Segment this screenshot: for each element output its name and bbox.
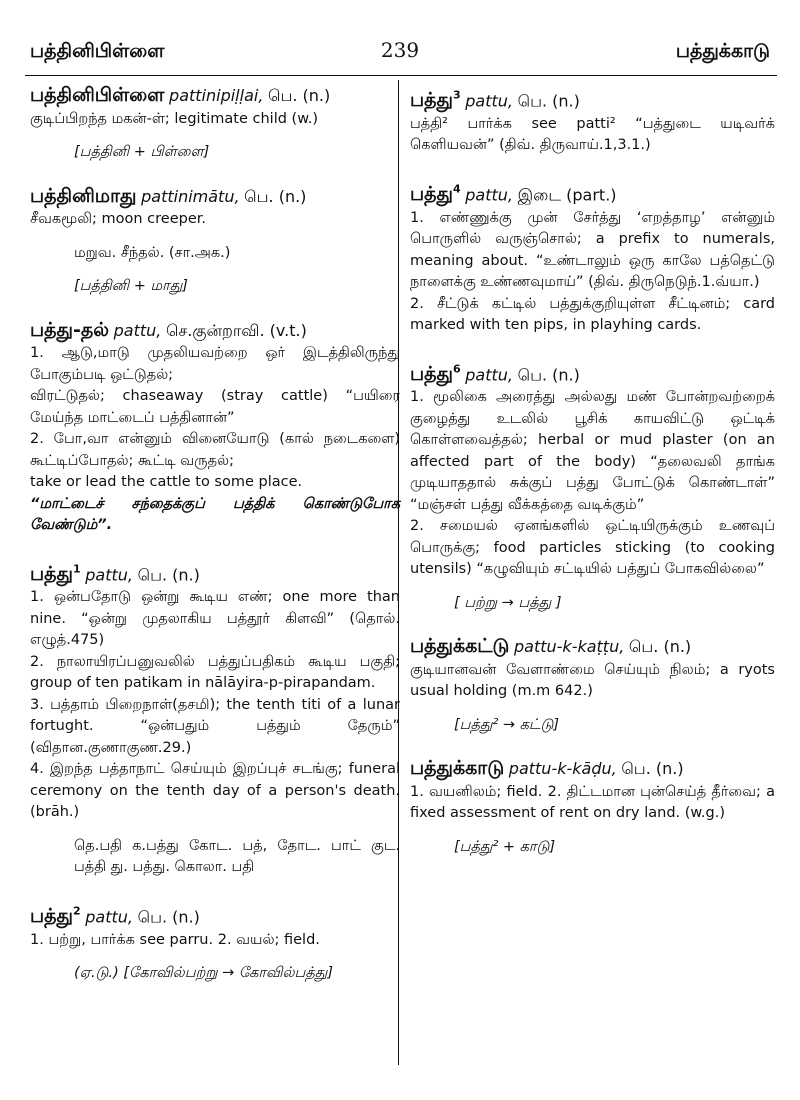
definition-line: 2. சீட்டுக் கட்டில் பத்துக்குறியுள்ள சீட்டினம்; card marked with ten pips, in playhing cards.: [410, 295, 775, 334]
headword: பத்தினிபிள்ளை: [30, 84, 165, 106]
usage-quote: “மாட்டைச் சந்தைக்குப் பத்திக் கொண்டுபோக வேண்டும்”.: [30, 495, 400, 533]
transliteration: pattu,: [465, 91, 513, 111]
definition-line: 3. பத்தாம் பிறைநாள்(தசமி); the tenth titi of a lunar fortught. “ஒன்பதும் பத்தும் தேரும்” (விதான.குணாகுண.29.): [30, 696, 400, 756]
dictionary-entry: [30, 186, 400, 298]
headword: பத்து$^4$: [410, 182, 461, 206]
part-of-speech: பெ. (n.): [628, 637, 692, 657]
part-of-speech: பெ. (n.): [137, 907, 200, 927]
etymology: [பத்தினி + பிள்ளை]: [74, 144, 210, 160]
running-head-left: பத்தினிபிள்ளை: [30, 40, 165, 62]
part-of-speech: செ.குன்றாவி. (v.t.): [165, 320, 307, 340]
definition-line: 4. இறந்த பத்தாநாட் செய்யும் இறப்புச் சடங்கு; funeral ceremony on the tenth day of a person's death. (brāh.): [30, 761, 400, 821]
dictionary-entry: [30, 85, 400, 164]
headword: பத்து-தல்: [30, 318, 110, 341]
part-of-speech: பெ. (n.): [621, 759, 684, 779]
transliteration: pattu-k-kāḍu,: [508, 759, 617, 779]
part-of-speech: பெ. (n.): [268, 86, 331, 105]
part-of-speech: பெ. (n.): [517, 364, 580, 384]
definition-line: 1. மூலிகை அரைத்து அல்லது மண் போன்றவற்றைக் குழைத்து உடலில் பூசிக் காயவிட்டு ஒட்டிக் கொள்ளவைத்தல்; herbal or mud plaster (on an affected part of the body) “தலைவலி தாங்க முடியாததால் சுக்குப் பத்து போட்டுக் கொண்டாள்” “மஞ்சள் பத்து வீக்கத்தை வடிக்கும்”: [410, 389, 775, 513]
definition-line: 2. சமையல் ஏனங்களில் ஒட்டியிருக்கும் உணவுப் பொருக்கு; food particles sticking (to cooking utensils) “கழுவியும் சட்டியில் பத்துப் போகவில்லை”: [410, 518, 775, 578]
etymology: [பத்து² → கட்டு]: [454, 716, 560, 733]
headword: பத்து$^3$: [410, 89, 461, 112]
definition-line: 1. ஒன்பதோடு ஒன்று கூடிய எண்; one more than nine. “ஒன்று முதலாகிய பத்தூர் கிளவி” (தொல். எழுத்.475): [30, 589, 400, 649]
part-of-speech: பெ. (n.): [244, 186, 307, 206]
headword: பத்துக்கட்டு: [410, 635, 510, 658]
homonym-number: 3: [453, 89, 461, 102]
homonym-number: 2: [73, 904, 81, 918]
part-of-speech: பெ. (n.): [137, 564, 200, 584]
definition-line: 2. போ,வா என்னும் வினையோடு (கால் நடைகளை) கூட்டிப்போதல்; கூட்டி வருதல்;: [30, 431, 400, 469]
etymology: (ஏ.டு.) [கோவில்பற்று → கோவில்பத்து]: [74, 965, 333, 982]
definition-line: 2. நாலாயிரப்பனுவலில் பத்துப்பதிகம் கூடிய பகுதி; group of ten patikam in nālāyira-p-pirapandam.: [30, 653, 400, 692]
transliteration: pattu-k-kaṭṭu,: [514, 637, 625, 657]
definition: சீவகமூலி; moon creeper.: [30, 211, 206, 227]
homonym-number: 4: [453, 182, 461, 196]
etymology: [ பற்று → பத்து ]: [454, 594, 562, 611]
transliteration: pattu,: [85, 907, 133, 927]
synonym-note: மறுவ. சீந்தல். (சா.அக.): [74, 244, 231, 261]
definition: 1. வயனிலம்; field. 2. திட்டமான புன்செய்த் தீர்வை; a fixed assessment of rent on dry land. (w.g.): [410, 783, 775, 822]
cognates: தெ.பதி க.பத்து கோட. பத், தோட. பாட் குட. பத்தி து. பத்து. கொலா. பதி: [74, 837, 400, 876]
headword: பத்துக்காடு: [410, 757, 505, 780]
dictionary-entry: [30, 320, 400, 537]
definition: குடியானவன் வேளாண்மை செய்யும் நிலம்; a ryots usual holding (m.m 642.): [410, 661, 775, 700]
transliteration: pattu,: [113, 320, 162, 340]
part-of-speech: பெ. (n.): [517, 91, 580, 111]
transliteration: pattinipiḷḷai,: [169, 86, 264, 105]
transliteration: pattu,: [465, 185, 513, 205]
dictionary-entry: [410, 636, 775, 736]
etymology: [பத்தினி + மாது]: [74, 278, 188, 294]
right-column: [410, 85, 775, 880]
dictionary-entry: [30, 901, 400, 985]
definition: குடிப்பிறந்த மகன்-ள்; legitimate child (w.): [30, 110, 319, 127]
etymology: [பத்து² + காடு]: [454, 838, 556, 855]
headword: பத்து$^1$: [30, 562, 81, 585]
dictionary-entry: [410, 179, 775, 337]
dictionary-entry: [410, 758, 775, 858]
header-rule: [25, 75, 777, 76]
left-column: [30, 85, 400, 1007]
definition: 1. பற்று, பார்க்க see parru. 2. வயல்; field.: [30, 931, 320, 948]
headword: பத்து$^6$: [410, 362, 461, 385]
headword: பத்து$^2$: [30, 904, 81, 928]
dictionary-entry: [410, 85, 775, 157]
dictionary-entry: [30, 559, 400, 879]
transliteration: pattu,: [465, 364, 513, 384]
headword: பத்தினிமாது: [30, 184, 137, 207]
running-head-right: பத்துக்காடு: [675, 40, 770, 62]
definition-line: விரட்டுதல்; chaseaway (stray cattle) “பயிரை மேய்ந்த மாட்டைப் பத்தினான்”: [30, 388, 400, 426]
definition-line: take or lead the cattle to some place.: [30, 474, 303, 490]
dictionary-entry: [410, 359, 775, 615]
page-number: 239: [380, 38, 420, 62]
definition-line: 1. எண்ணுக்கு முன் சேர்த்து ‘எறத்தாழ’ என்னும் பொருளில் வருஞ்சொல்; a prefix to numerals, meaning about. “உண்டாலும் ஒரு காலே பத்தெட்டு நாளைக்கு உண்ணவுமாய்” (திவ். திருநெடுந்.1.வ்யா.): [410, 209, 775, 291]
transliteration: pattu,: [85, 564, 133, 584]
transliteration: pattinimātu,: [141, 186, 240, 206]
definition: பத்தி² பார்க்க see patti² “பத்துடை யடிவர்க் கெளியவன்” (திவ். திருவாய்.1,3.1.): [410, 115, 775, 154]
part-of-speech: இடை (part.): [517, 185, 617, 205]
definition-line: 1. ஆடு,மாடு முதலியவற்றை ஒர் இடத்திலிருந்து போகும்படி ஒட்டுதல்;: [30, 345, 400, 383]
homonym-number: 1: [73, 562, 81, 576]
homonym-number: 6: [453, 362, 461, 376]
